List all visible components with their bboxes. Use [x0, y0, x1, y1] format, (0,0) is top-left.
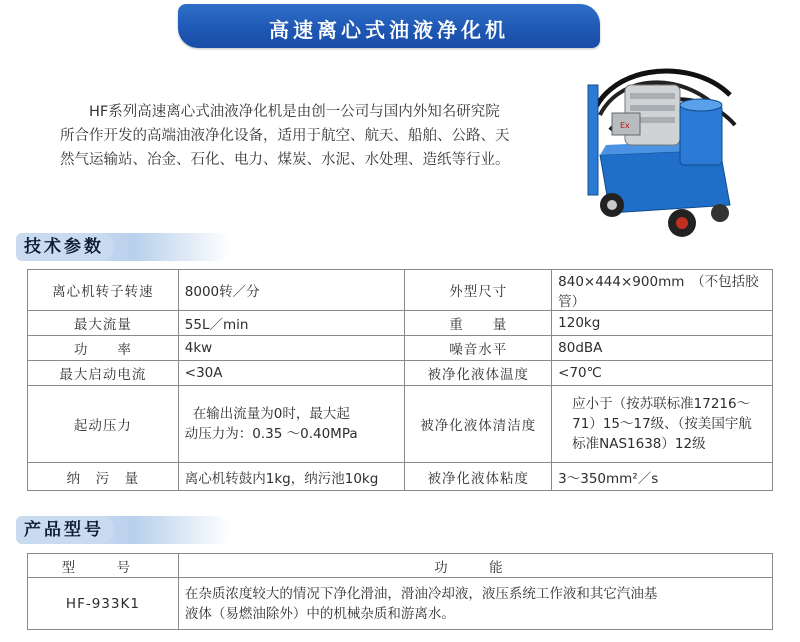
param-value: 120kg: [552, 311, 773, 336]
param-label: 功 率: [28, 336, 179, 361]
param-value: 80dBA: [552, 336, 773, 361]
param-label: 最大启动电流: [28, 361, 179, 386]
product-models-table: [27, 553, 773, 630]
table-row: [28, 361, 773, 386]
param-value: 离心机转鼓内1kg，纳污池10kg: [178, 463, 405, 491]
table-header-row: [28, 554, 773, 578]
table-row: [28, 386, 773, 463]
param-value-line: 在输出流量为0时，最大起: [192, 406, 350, 422]
param-value: <30A: [178, 361, 405, 386]
param-value: 55L／min: [178, 311, 405, 336]
param-value: <70℃: [552, 361, 773, 386]
product-models-section-label: [16, 516, 231, 544]
table-row: [28, 336, 773, 361]
column-header-model: 型 号: [28, 554, 179, 578]
column-header-function: 功 能: [178, 554, 772, 578]
dimension-note: （不包括胶管）: [558, 274, 759, 310]
param-value-line: 动压力为：0.35 ～0.40MPa: [184, 426, 358, 442]
table-row: [28, 311, 773, 336]
param-value: [178, 386, 405, 463]
title-banner: [178, 4, 600, 48]
param-label: 最大流量: [28, 311, 179, 336]
table-row: [28, 463, 773, 491]
model-name: HF-933K1: [28, 578, 179, 630]
tech-params-section-label: [16, 233, 231, 261]
param-label: 被净化液体温度: [405, 361, 552, 386]
param-value: 8000转／分: [178, 270, 405, 311]
table-row: [28, 270, 773, 311]
function-line: 液体（易燃油除外）中的机械杂质和游离水。: [184, 605, 455, 622]
intro-line: 然气运输站、冶金、石化、电力、煤炭、水泥、水处理、造纸等行业。: [60, 152, 510, 168]
param-value: [552, 270, 773, 311]
param-value-line: 71）15～17级、（按美国宇航: [572, 416, 752, 432]
param-value-line: 应小于（按苏联标准17216～: [572, 396, 751, 412]
product-models-heading: 产品型号: [16, 516, 114, 544]
param-label: 外型尺寸: [405, 270, 552, 311]
model-function: [178, 578, 772, 630]
param-label: 离心机转子转速: [28, 270, 179, 311]
param-label: 噪音水平: [405, 336, 552, 361]
param-label: 重 量: [405, 311, 552, 336]
intro-line: HF系列高速离心式油液净化机是由创一公司与国内外知名研究院: [89, 104, 500, 120]
param-label: 被净化液体清洁度: [405, 386, 552, 463]
table-row: [28, 578, 773, 630]
page-title: 高速离心式油液净化机: [269, 18, 509, 42]
intro-line: 所合作开发的高端油液净化设备，适用于航空、航天、船舶、公路、天: [60, 128, 510, 144]
param-value: [552, 386, 773, 463]
function-line: 在杂质浓度较大的情况下净化滑油，滑油冷却液，液压系统工作液和其它汽油基: [184, 585, 658, 602]
param-value: 4kw: [178, 336, 405, 361]
param-value-line: 标准NAS1638）12级: [572, 436, 706, 452]
tech-params-table: [27, 269, 773, 491]
dimension-value: 840×444×900mm: [558, 274, 685, 290]
param-label: 起动压力: [28, 386, 179, 463]
tech-params-heading: 技术参数: [16, 233, 114, 261]
param-label: 纳 污 量: [28, 463, 179, 491]
param-value: 3～350mm²／s: [552, 463, 773, 491]
intro-paragraph: [60, 100, 560, 172]
oil-purifier-machine-image: [570, 55, 745, 245]
ex-label: Ex: [620, 121, 630, 130]
param-label: 被净化液体粘度: [405, 463, 552, 491]
